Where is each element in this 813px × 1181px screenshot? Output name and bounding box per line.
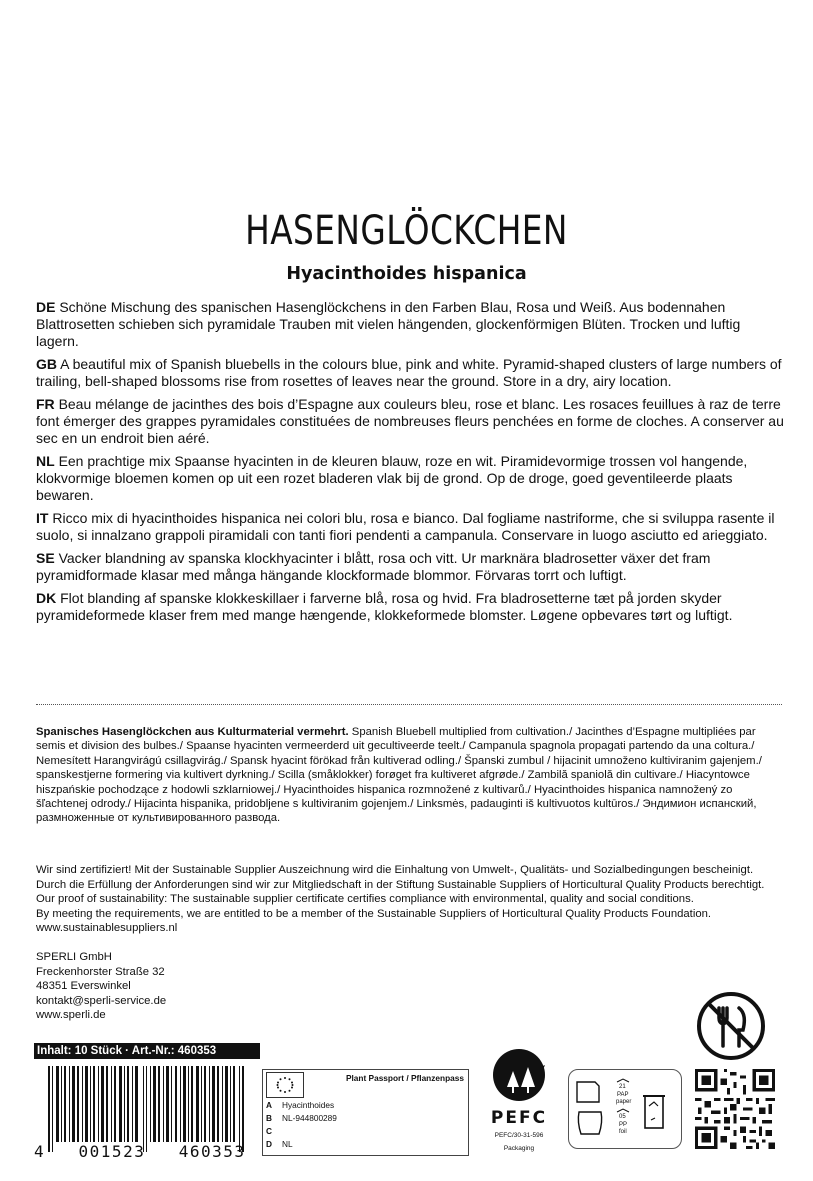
lang-text: Een prachtige mix Spaanse hyacinten in de kleuren blauw, roze en wit. Piramidevormige trossen vol hangende, klokvormige bloemen komen op uit een rozet bladeren vlak bij de grond. Op de droge, goed geventileerde plaats bewaren. [36,453,748,503]
passport-row-d: D NL [266,1139,293,1149]
pp-sub: foil [619,1129,627,1135]
certification-note [36,863,786,936]
pap-sub: paper [616,1099,632,1105]
cert-line: By meeting the requirements, we are entitled to be a member of the Sustainable Suppliers of Horticultural Quality Products Foundation. [36,907,712,920]
pefc-tree-icon [491,1047,547,1103]
lang-code: DE [36,299,56,315]
pap-number: 21 [619,1084,626,1090]
pefc-logo [484,1047,554,1157]
cultivation-text: Spanish Bluebell multiplied from cultivation./ Jacinthes d’Espagne multipliées par semis et division des bulbes./ Spaanse hyacinten vermeerderd uit gecultiveerde teelt./ Campanula spagnola propagati partendo da una coltura./ Nemesített Harangvirágú csillagvirág./ Spansk hyacint förökad från kultiverad odling./ Španski zumbul / hijacinit umnoženo kultiviranim gajenjem./ spanskestjerne formering via kultivert dyrkning./ Scilla (småklokker) forøget fra kultiveret afgrøde./ Zambilă spaniolă din cultivare./ Hiacyntowce hiszpańskie pochodzące z hodowli szklarniowej./ Hyacinthoides hispanica rozmnožené z kultivarů./ Hyacinthoides hispanica namnožený zo šľachtenej odrody./ Hijacinta hispanika, pridobljene s kultiviranim gojenjem./ Linksmės, padauginti iš kultivuotos kultūros./ Эндимион испанский, размноженные от культивированного развода. [36,726,762,825]
lang-code: IT [36,510,49,526]
plant-passport [262,1069,469,1156]
lang-text: A beautiful mix of Spanish bluebells in the colours blue, pink and white. Pyramid-shaped clusters of large numbers of trailing, bell-shaped blossoms rise from rosettes of leaves near the ground. Store in a dry, airy location. [36,356,782,389]
lang-code: NL [36,453,55,469]
passport-row-b: B NL-944800289 [266,1113,337,1123]
pefc-code: PEFC/30-31-596 [494,1132,544,1139]
street: Freckenhorster Straße 32 [36,965,165,978]
not-edible-icon [695,990,767,1062]
recycling-info [568,1069,682,1149]
description-de [36,299,786,350]
pap-label: PAP [617,1092,629,1098]
lang-code: FR [36,396,55,412]
description-se [36,550,786,584]
passport-row-a: A Hyacinthoides [266,1100,335,1110]
lang-text: Vacker blandning av spanska klockhyacinter i blått, rosa och vitt. Ur marknära bladrosetter växer det fram pyramidformade klasar med många hängande klockformade blommor. Förvaras torrt och luftigt. [36,550,711,583]
email-link[interactable]: kontakt@sperli-service.de [36,994,167,1007]
barcode-icon [34,1064,260,1164]
website-link[interactable]: www.sperli.de [36,1009,106,1021]
barcode-digits: 4 001523 460353 [34,1142,246,1161]
pefc-label: PEFC [490,1108,548,1128]
lang-code: DK [36,590,57,606]
company-name: SPERLI GmbH [36,951,112,963]
recycling-icon [569,1070,681,1148]
lang-text: Beau mélange de jacinthes des bois d’Espagne aux couleurs bleu, rose et blanc. Les rosaces feuillues à raz de terre font émerger des grappes pyramidales constituées de nombreuses fleurs penchées en forme de cloches. A conserver au sec en un endroit bien aéré. [36,396,784,446]
product-title: HASENGLÖCKCHEN [245,208,568,254]
dotted-divider [36,704,782,705]
lang-text: Schöne Mischung des spanischen Hasenglöckchens in den Farben Blau, Rosa und Weiß. Aus bodennahen Blattrosetten schieben sich pyramidale Trauben mit vielen hängenden, glockenförmigen Blüten. Trocken und luftig lagern. [36,299,741,349]
passport-title: Plant Passport / Pflanzenpass [345,1073,464,1083]
cultivation-heading: Spanisches Hasenglöckchen aus Kulturmaterial vermehrt. [36,726,349,738]
cert-line: Our proof of sustainability: The sustainable supplier certificate certifies compliance with environmental, quality and social conditions. [36,893,694,905]
botanical-name: Hyacinthoides hispanica [286,264,527,284]
city: 48351 Everswinkel [36,980,131,992]
description-nl [36,453,786,504]
lang-text: Flot blanding af spanske klokkeskillaer i farverne blå, rosa og hvid. Fra bladrosetterne tæt på jorden skyder pyramideformede klaser frem med mange hængende, klokkeformede blomster. Løgene opbevares tørt og luftigt. [36,590,733,623]
pefc-caption: Packaging [503,1145,535,1152]
lang-text: Ricco mix di hyacinthoides hispanica nei colori blu, rosa e bianco. Dal fogliame nastriforme, che si sviluppa rasente il suolo, si innalzano grappoli piramidali con tanti fiori pendenti a campanula. Conservare in luogo asciutto ed arieggiato. [36,510,775,543]
lang-code: SE [36,550,55,566]
company-address [36,950,166,1023]
description-dk [36,590,786,624]
qr-code-icon[interactable] [695,1069,775,1149]
description-gb [36,356,786,390]
description-fr [36,396,786,447]
contents-label: Inhalt: 10 Stück · Art.-Nr.: 460353 [34,1043,260,1059]
pp-number: 05 [619,1114,626,1120]
cultivation-note [36,725,786,826]
passport-row-c: C [266,1126,272,1136]
lang-code: GB [36,356,57,372]
cert-line: Wir sind zertifiziert! Mit der Sustainable Supplier Auszeichnung wird die Einhaltung von Umwelt-, Qualitäts- und Sozialbedingungen bescheinigt. [36,864,754,876]
description-it [36,510,786,544]
cert-line: Durch die Erfüllung der Anforderungen sind wir zur Mitgliedschaft in der Stiftung Sustainable Suppliers of Horticultural Quality Products berechtigt. [36,878,765,891]
eu-flag-icon [266,1072,304,1098]
pp-label: PP [619,1122,628,1128]
cert-link[interactable]: www.sustainablesuppliers.nl [36,922,178,934]
language-descriptions [36,299,786,630]
